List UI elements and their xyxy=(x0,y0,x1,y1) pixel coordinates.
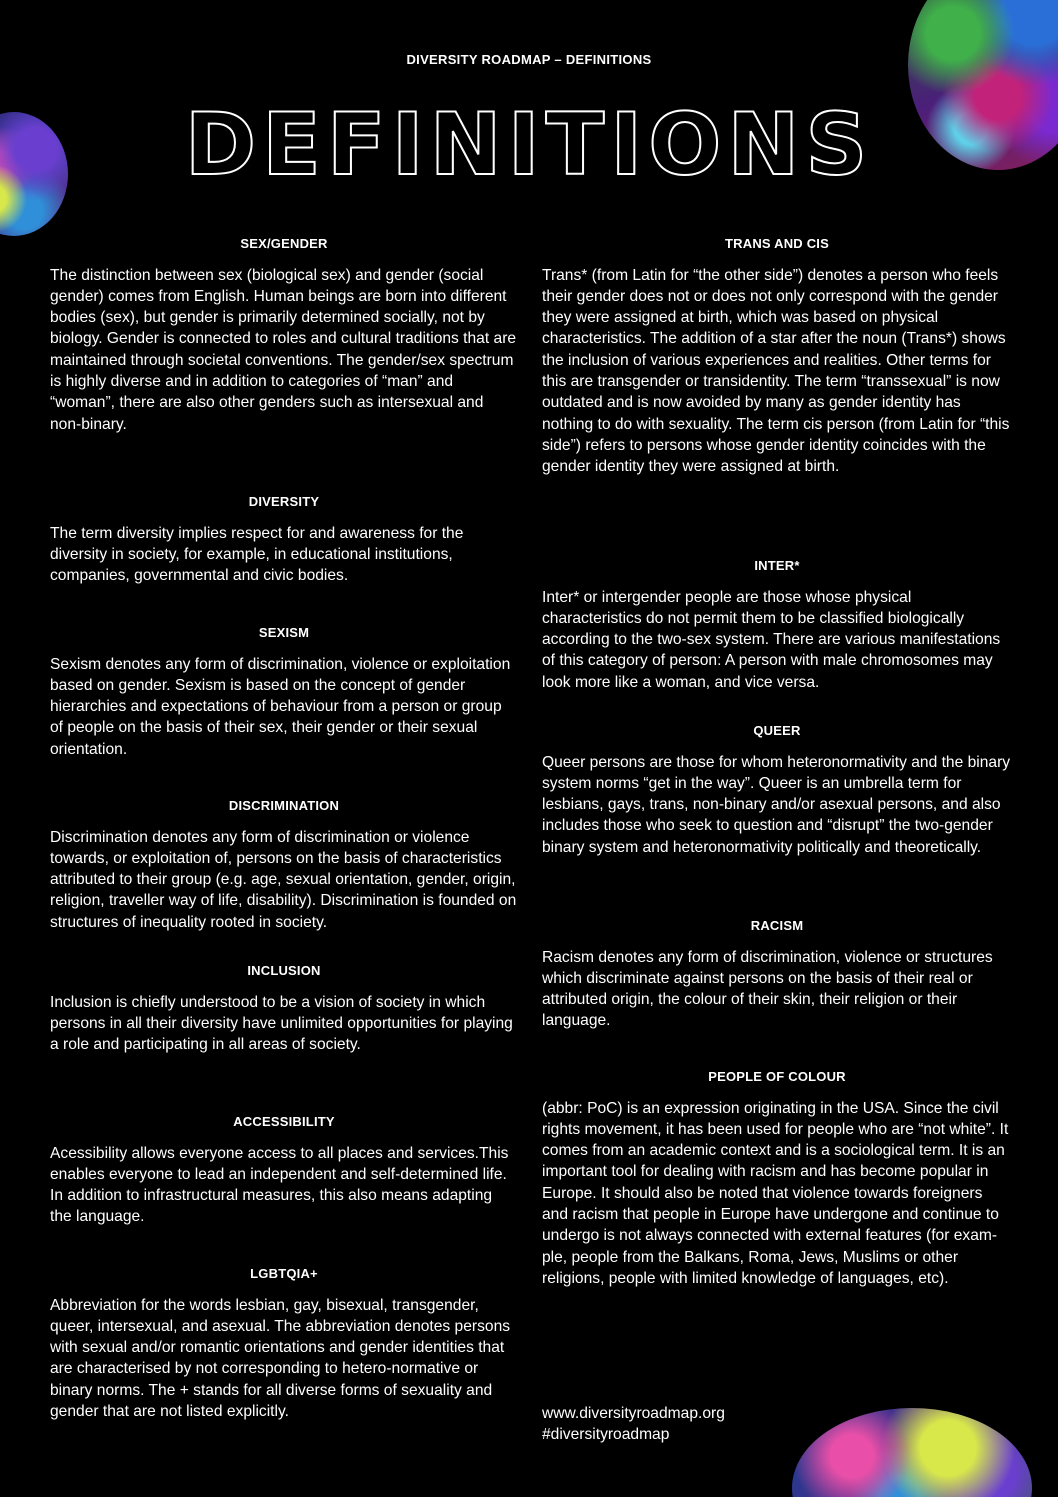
section-body: (abbr: PoC) is an expression originating in the USA. Since the civil rights movement, it has been used for people who are “not white”. It comes from an academic context and is a sociological term. It is an important tool for dealing with racism and has become popular in Europe. It should also be noted that violence towards foreigners and racism that people in Europe have undergone and continue to undergo is not always connected with external features (for example, people from the Balkans, Roma, Jews, Muslims or other religions, people with limited knowledge of languages, etc). xyxy=(542,1099,1009,1287)
section-diversity xyxy=(50,494,518,586)
section-heading: SEX/GENDER xyxy=(240,236,328,251)
decorative-blob-bottom-right xyxy=(792,1408,1032,1497)
section-lgbtqia xyxy=(50,1266,518,1422)
section-discrimination xyxy=(50,798,518,933)
section-accessibility xyxy=(50,1114,518,1228)
section-body: Trans* (from Latin for “the other side”) denotes a person who feels their gender does not or does not only correspond with the gender they were assigned at birth, which was based on physical characteristics. The addition of a star after the noun (Trans*) shows the inclusion of various experiences and realities. Other terms for this are transgender or transidentity. The term “transsexual” is now outdated and is now avoided by many as gender identity has nothing to do with sexuality. The term cis person (from Latin for “this side”) refers to persons whose gender identity coincides with the gender identity they were assigned at birth. xyxy=(542,266,1010,476)
section-inclusion xyxy=(50,963,518,1055)
section-body: Queer persons are those for whom heteronormativity and the binary system norms “get in the way”. Queer is an umbrella term for lesbians, gays, trans, non-binary and/or asexual persons, and also includes those who seek to question and “disrupt” the two-gender binary system and heteronormativity politically and theoretically. xyxy=(542,753,1011,856)
section-heading: INTER* xyxy=(754,558,800,573)
section-inter xyxy=(542,558,1012,693)
section-body: Acessibility allows everyone access to all places and services.This enables everyone to lead an independent and self-determined life. In addition to infrastructural measures, this also means adapting the language. xyxy=(50,1144,509,1226)
section-queer xyxy=(542,723,1012,858)
section-body: Inter* or intergender people are those whose physical characteristics do not permit them to be classified biologically according to the two-sex system. There are various manifestations of this category of person: A person with male chromosomes may look more like a woman, and vice versa. xyxy=(542,588,1001,691)
section-heading: ACCESSIBILITY xyxy=(233,1114,335,1129)
section-heading: SEXISM xyxy=(258,625,310,640)
section-body: Racism denotes any form of discrimination, violence or structures which discriminate against persons on the basis of their real or attributed origin, the colour of their skin, their religion or their language. xyxy=(542,948,993,1030)
section-body: The distinction between sex (biological sex) and gender (social gender) comes from English. Human beings are born into different bodies (sex), but gender is primarily determined socially, not by biology. Gender is connected to roles and cultural traditions that are maintained through societal conventions. The gender/sex spectrum is highly diverse and in addition to categories of “man” and “woman”, there are also other genders such as intersexual and non-binary. xyxy=(50,266,517,433)
page-title: DEFINITIONS xyxy=(184,95,874,195)
website-link[interactable]: www.diversityroadmap.org xyxy=(542,1405,725,1422)
running-header: DIVERSITY ROADMAP – DEFINITIONS xyxy=(406,52,652,67)
section-heading: QUEER xyxy=(753,723,801,738)
section-body: Discrimination denotes any form of discrimination or violence towards, or exploitation of, persons on the basis of characteristics attributed to their group (e.g. age, sexual orientation, gender, origin, religion, traveller way of life, disability). Discrimination is founded on structures of inequality rooted in society. xyxy=(50,828,517,931)
section-heading: LGBTQIA+ xyxy=(250,1266,318,1281)
section-sex-gender xyxy=(50,236,518,435)
footer xyxy=(542,1403,725,1446)
section-racism xyxy=(542,918,1012,1032)
section-heading: DISCRIMINATION xyxy=(228,798,340,813)
section-people-of-colour xyxy=(542,1069,1012,1289)
hashtag: #diversityroadmap xyxy=(542,1426,670,1444)
section-body: The term diversity implies respect for and awareness for the diversity in society, for example, in educational institutions, companies, governmental and civic bodies. xyxy=(50,524,464,585)
section-body: Sexism denotes any form of discrimination, violence or exploitation based on gender. Sexism is based on the concept of gender hierarchies and expectations of behaviour from a person or group of people on the basis of their sex, their gender or their sexual orientation. xyxy=(50,655,511,758)
section-body: Inclusion is chiefly understood to be a vision of society in which persons in all their diversity have unlimited opportunities for playing a role and participating in all areas of society. xyxy=(50,993,513,1054)
section-heading: INCLUSION xyxy=(247,963,321,978)
section-heading: TRANS AND CIS xyxy=(725,236,829,251)
section-body: Abbreviation for the words lesbian, gay, bisexual, transgender, queer, intersexual, and asexual. The abbreviation denotes persons with sexual and/or romantic orientations and gender identities that are characterised by not corresponding to hetero-normative or binary norms. The + stands for all diverse forms of sexuality and gender that are not listed explicitly. xyxy=(50,1296,511,1421)
section-sexism xyxy=(50,625,518,760)
section-trans-and-cis xyxy=(542,236,1012,478)
section-heading: PEOPLE OF COLOUR xyxy=(708,1069,846,1084)
section-heading: RACISM xyxy=(750,918,804,933)
section-heading: DIVERSITY xyxy=(248,494,320,509)
